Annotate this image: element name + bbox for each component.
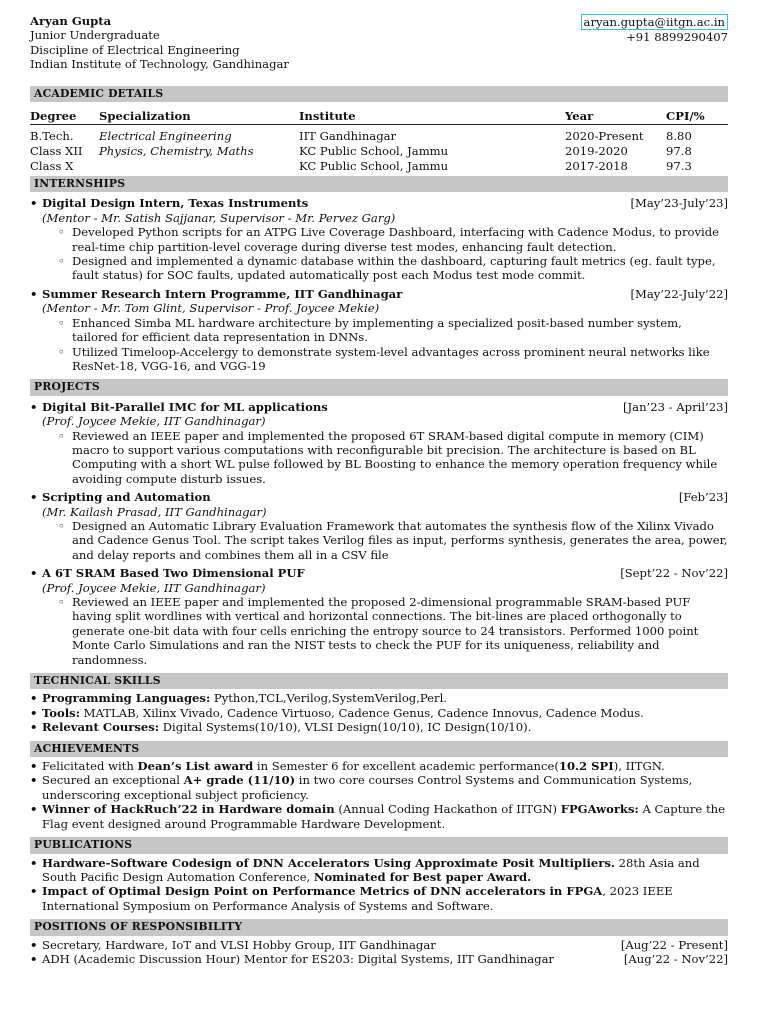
table-cell: B.Tech.: [30, 129, 74, 144]
table-cell: 97.3: [666, 159, 692, 174]
text-run-bold: Nominated for Best paper Award.: [313, 869, 532, 884]
entry-subtitle: (Mentor - Mr. Satish Sajjanar, Supervisor - Mr. Pervez Garg): [42, 210, 396, 225]
entry-title: A 6T SRAM Based Two Dimensional PUF: [42, 566, 305, 581]
positions-list: [30, 938, 728, 967]
project-entry: [30, 566, 728, 667]
text-run: 28th Asia and South Pacific Design Automation Conference,: [42, 855, 700, 884]
skill-item: [30, 706, 728, 720]
bullet-icon: •: [30, 399, 38, 414]
table-cell: 97.8: [666, 144, 692, 159]
resume-header: [30, 14, 728, 72]
skill-value: MATLAB, Xilinx Vivado, Cadence Virtuoso, Cadence Genus, Cadence Innovus, Cadence Modus.: [83, 705, 644, 720]
detail-item: ◦ Designed an Automatic Library Evaluation Framework that automates the synthesis flow of the Xilinx Vivado and Cadence Genus Tool. The script takes Verilog files as input, performs synthesis, generates the area, power, and delay reports and combines them all in a CSV file: [58, 519, 728, 562]
text-run-bold: FPGAworks:: [560, 802, 639, 817]
header-line-1: Junior Undergraduate: [30, 28, 160, 43]
skill-value: Python,TCL,Verilog,SystemVerilog,Perl.: [213, 691, 447, 706]
text-run-bold: Winner of HackRuch’22 in Hardware domain: [42, 802, 335, 817]
skills-list: [30, 691, 728, 734]
text-run-bold: Dean’s List award: [137, 759, 254, 774]
email-link[interactable]: aryan.gupta@iitgn.ac.in: [581, 14, 728, 30]
entry-subtitle: (Prof. Joycee Mekie, IIT Gandhinagar): [42, 414, 266, 429]
entry-subtitle: (Prof. Joycee Mekie, IIT Gandhinagar): [42, 580, 266, 595]
table-cell: 8.80: [666, 129, 692, 144]
text-run: Secured an exceptional: [42, 773, 184, 788]
position-date: [Aug’22 - Present]: [620, 937, 728, 952]
column-header: Institute: [299, 108, 356, 123]
academic-header-row: [30, 108, 728, 125]
publications-list: [30, 856, 728, 914]
header-left: [30, 14, 289, 72]
header-line-3: Indian Institute of Technology, Gandhinagar: [30, 57, 289, 72]
entry-subtitle: (Mr. Kailash Prasad, IIT Gandhinagar): [42, 504, 267, 519]
detail-item: ◦ Utilized Timeloop-Accelergy to demonstrate system-level advantages across prominent neural networks like ResNet-18, VGG-16, and VGG-19: [58, 345, 728, 374]
text-run: in Semester 6 for excellent academic performance(: [253, 759, 559, 774]
text-run: Felicitated with: [42, 759, 138, 774]
text-run-bold: 10.2 SPI: [558, 759, 614, 774]
skill-item: [30, 691, 728, 705]
entry-title: Digital Design Intern, Texas Instruments: [42, 196, 309, 211]
entry-date: [May’22-July’22]: [630, 286, 728, 301]
detail-item: ◦ Designed and implemented a dynamic database within the dashboard, capturing fault metrics (eg. fault type, fault status) for SOC faults, updated automatically post each Modus test mode commit.: [58, 254, 728, 283]
table-row: [30, 144, 728, 159]
publication-title: Hardware-Software Codesign of DNN Accelerators Using Approximate Posit Multipliers.: [42, 855, 615, 870]
bullet-icon: •: [30, 286, 38, 301]
entry-date: [Sept’22 - Nov’22]: [620, 566, 728, 581]
phone-number: +91 8899290407: [626, 30, 728, 45]
header-line-2: Discipline of Electrical Engineering: [30, 42, 240, 57]
skill-value: Digital Systems(10/10), VLSI Design(10/10), IC Design(10/10).: [162, 720, 532, 735]
entry-date: [May’23-July’23]: [630, 196, 728, 211]
entry-details: [30, 316, 728, 374]
position-item: [30, 952, 728, 966]
entry-title: Digital Bit-Parallel IMC for ML applications: [42, 399, 328, 414]
table-cell: IIT Gandhinagar: [299, 129, 397, 144]
section-heading-positions: POSITIONS OF RESPONSIBILITY: [30, 919, 728, 935]
table-cell: Class XII: [30, 144, 83, 159]
text-run: (Annual Coding Hackathon of IITGN): [334, 802, 561, 817]
bullet-icon: •: [30, 566, 38, 581]
entry-title: Summer Research Intern Programme, IIT Gandhinagar: [42, 286, 403, 301]
entry-date: [Feb’23]: [678, 490, 728, 505]
section-heading-internships: INTERNSHIPS: [30, 176, 728, 192]
entry-details: [30, 429, 728, 487]
achievement-item: [30, 802, 728, 831]
entry-subtitle: (Mentor - Mr. Tom Glint, Supervisor - Prof. Joycee Mekie): [42, 301, 380, 316]
text-run: ), IITGN.: [613, 759, 665, 774]
detail-item: ◦ Reviewed an IEEE paper and implemented the proposed 6T SRAM-based digital compute in memory (CIM) macro to support various computations with reconfigurable bit precision. The architecture is based on BL Computing with a short WL pulse followed by BL Boosting to enhance the memory operation frequency while avoiding compute disturb issues.: [58, 429, 728, 487]
entry-details: [30, 519, 728, 562]
table-cell: Class X: [30, 159, 74, 174]
column-header: Year: [565, 108, 594, 123]
table-cell: [99, 159, 299, 174]
header-right: [581, 14, 728, 72]
entry-details: [30, 595, 728, 667]
position-item: [30, 938, 728, 952]
achievements-list: [30, 759, 728, 831]
table-cell: Electrical Engineering: [99, 129, 232, 144]
skill-label: Tools:: [42, 705, 80, 720]
table-cell: 2020-Present: [565, 129, 644, 144]
position-date: [Aug’22 - Nov’22]: [623, 951, 728, 966]
position-text: • Secretary, Hardware, IoT and VLSI Hobby Group, IIT Gandhinagar: [42, 937, 436, 952]
skill-label: Relevant Courses:: [42, 720, 160, 735]
publication-item: [30, 856, 728, 885]
section-heading-academic: ACADEMIC DETAILS: [30, 86, 728, 102]
entry-title: Scripting and Automation: [42, 490, 211, 505]
table-row: [30, 159, 728, 174]
publication-title: Impact of Optimal Design Point on Performance Metrics of DNN accelerators in FPGA: [42, 884, 603, 899]
text-run-bold: A+ grade (11/10): [183, 773, 296, 788]
academic-table: [30, 108, 728, 174]
internship-entry: [30, 196, 728, 282]
skill-label: Programming Languages:: [42, 691, 211, 706]
entry-date: [Jan’23 - April’23]: [623, 399, 728, 414]
table-cell: Physics, Chemistry, Maths: [99, 144, 254, 159]
candidate-name: Aryan Gupta: [30, 14, 112, 28]
position-text: • ADH (Academic Discussion Hour) Mentor for ES203: Digital Systems, IIT Gandhinagar: [42, 951, 555, 966]
entry-details: [30, 225, 728, 283]
table-cell: 2019-2020: [565, 144, 628, 159]
section-heading-projects: PROJECTS: [30, 379, 728, 395]
text-run: in two core courses Control Systems and Communication Systems, underscoring exceptional subject proficiency.: [42, 773, 693, 802]
section-heading-skills: TECHNICAL SKILLS: [30, 673, 728, 689]
text-run: , 2023 IEEE International Symposium on Performance Analysis of Systems and Software.: [42, 884, 673, 913]
column-header: CPI/%: [666, 108, 705, 123]
internship-entry: [30, 287, 728, 373]
detail-item: ◦ Developed Python scripts for an ATPG Live Coverage Dashboard, interfacing with Cadence Modus, to provide real-time chip partition-level coverage during diverse test modes, enhancing fault detection.: [58, 225, 728, 254]
column-header: Degree: [30, 108, 77, 123]
detail-item: ◦ Enhanced Simba ML hardware architecture by implementing a specialized posit-based number system, tailored for efficient data representation in DNNs.: [58, 316, 728, 345]
text-run: A Capture the Flag event designed around Programmable Hardware Development.: [42, 802, 725, 831]
table-cell: KC Public School, Jammu: [299, 144, 449, 159]
resume-page: [30, 14, 728, 966]
project-entry: [30, 400, 728, 486]
skill-item: [30, 720, 728, 734]
project-entry: [30, 490, 728, 562]
bullet-icon: •: [30, 196, 38, 211]
achievement-item: [30, 759, 728, 773]
table-cell: KC Public School, Jammu: [299, 159, 449, 174]
section-heading-achievements: ACHIEVEMENTS: [30, 741, 728, 757]
section-heading-publications: PUBLICATIONS: [30, 837, 728, 853]
table-cell: 2017-2018: [565, 159, 628, 174]
table-row: [30, 129, 728, 144]
column-header: Specialization: [99, 108, 191, 123]
achievement-item: [30, 773, 728, 802]
publication-item: [30, 884, 728, 913]
detail-item: ◦ Reviewed an IEEE paper and implemented the proposed 2-dimensional programmable SRAM-based PUF having split wordlines with vertical and horizontal connections. The bit-lines are placed orthogonally to generate one-bit data with four cells enriching the entropy source to 24 transistors. Performed 1000 point Monte Carlo Simulations and ran the NIST tests to check the PUF for its uniqueness, reliability and randomness.: [58, 595, 728, 667]
bullet-icon: •: [30, 490, 38, 505]
